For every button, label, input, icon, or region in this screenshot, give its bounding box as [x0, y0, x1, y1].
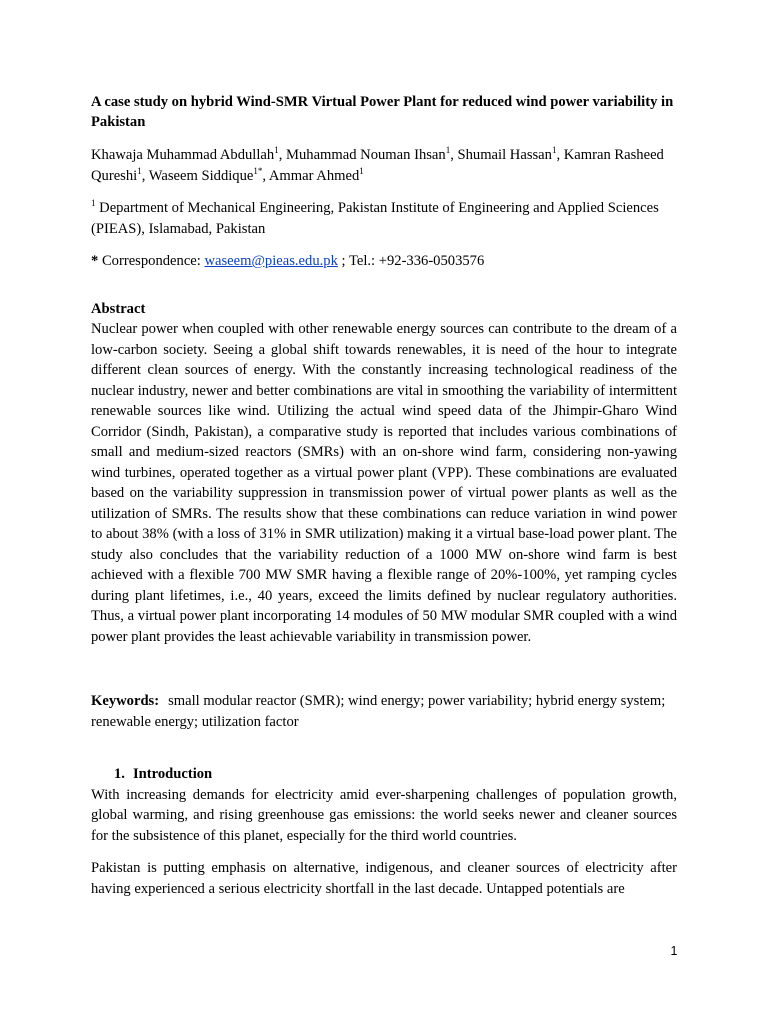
author-name: Ammar Ahmed	[268, 167, 360, 184]
author-affiliation-mark: 1	[137, 165, 142, 176]
section-title: Introduction	[132, 766, 213, 782]
author-affiliation-mark: 1	[445, 145, 451, 156]
correspondence-marker: *	[91, 253, 99, 269]
author-separator: ,	[450, 147, 458, 163]
intro-paragraph: Pakistan is putting emphasis on alternative, indigenous, and cleaner sources of electricity after having experienced a serious electricity shortfall in the last decade. Untapped potentials are	[91, 860, 677, 897]
correspondence-tel: ; Tel.: +92-336-0503576	[337, 253, 485, 269]
keywords	[91, 691, 677, 732]
author-list	[91, 145, 677, 186]
affiliation	[91, 198, 677, 239]
correspondence-email-link[interactable]: waseem@pieas.edu.pk	[204, 253, 338, 269]
author-separator: ,	[141, 167, 149, 184]
author-name: Khawaja Muhammad Abdullah	[91, 147, 275, 163]
author-affiliation-mark: 1	[359, 165, 364, 176]
author-name: Muhammad Nouman Ihsan	[286, 147, 446, 163]
correspondence	[91, 251, 677, 272]
author-affiliation-mark: 1*	[253, 165, 263, 176]
keywords-label: Keywords:	[91, 693, 160, 709]
paper-title: A case study on hybrid Wind-SMR Virtual Power Plant for reduced wind power variability in Pakistan	[91, 94, 674, 130]
author-separator: ,	[262, 167, 269, 184]
intro-paragraph: With increasing demands for electricity amid ever-sharpening challenges of population growth, global warming, and rising greenhouse gas emissions: the world seeks newer and cleaner sources for the subsistence of this planet, especially for the third world countries.	[91, 786, 677, 844]
section-heading-introduction	[114, 764, 677, 785]
author-name: Shumail Hassan	[457, 147, 552, 163]
paper-page	[91, 92, 677, 899]
abstract-text: Nuclear power when coupled with other renewable energy sources can contribute to the dream of a low-carbon society. Seeing a global shift towards renewables, it is need of the hour to integrate different clean sources of energy. With the constantly increasing technological readiness of the nuclear industry, newer and better combinations are vital in smoothing the variability of intermittent renewable sources like wind. Utilizing the actual wind speed data of the Jhimpir-Gharo Wind Corridor (Sindh, Pakistan), a comparative study is reported that includes various combinations of small and medium-sized reactors (SMRs) with an on-shore wind farm, considering non-yawing wind turbines, operated together as a virtual power plant (VPP). These combinations are evaluated based on the variability suppression in transmission power of virtual power plants as well as the utilization of SMRs. The results show that these combinations can reduce variation in wind power to about 38% (with a loss of 31% in SMR utilization) making it a virtual base-load power plant. The study also concludes that the variability reduction of a 1000 MW on-shore wind farm is best achieved with a flexible 700 MW SMR having a flexible range of 20%-100%, yet ramping cycles during plant lifetimes, i.e., 40 years, exceed the limits defined by nuclear regulatory authorities. Thus, a virtual power plant incorporating 14 modules of 50 MW modular SMR coupled with a wind power plant provides the least achievable variability in transmission power.	[91, 321, 677, 645]
affiliation-mark: 1	[91, 198, 96, 209]
author-separator: ,	[278, 147, 286, 163]
correspondence-label: Correspondence:	[98, 253, 205, 269]
abstract-heading: Abstract	[91, 300, 146, 317]
author-affiliation-mark: 1	[274, 145, 279, 156]
author-separator: ,	[556, 147, 564, 163]
keywords-text: small modular reactor (SMR); wind energy; power variability; hybrid energy system; renewable energy; utilization factor	[91, 693, 666, 730]
author-name: Kamran Rasheed Qureshi	[91, 147, 664, 184]
author-affiliation-mark: 1	[551, 145, 557, 156]
author-name: Waseem Siddique	[148, 167, 254, 184]
affiliation-text: Department of Mechanical Engineering, Pakistan Institute of Engineering and Applied Sciences (PIEAS), Islamabad, Pakistan	[91, 200, 659, 237]
section-number: 1.	[114, 766, 125, 782]
page-number: 1	[670, 944, 678, 958]
